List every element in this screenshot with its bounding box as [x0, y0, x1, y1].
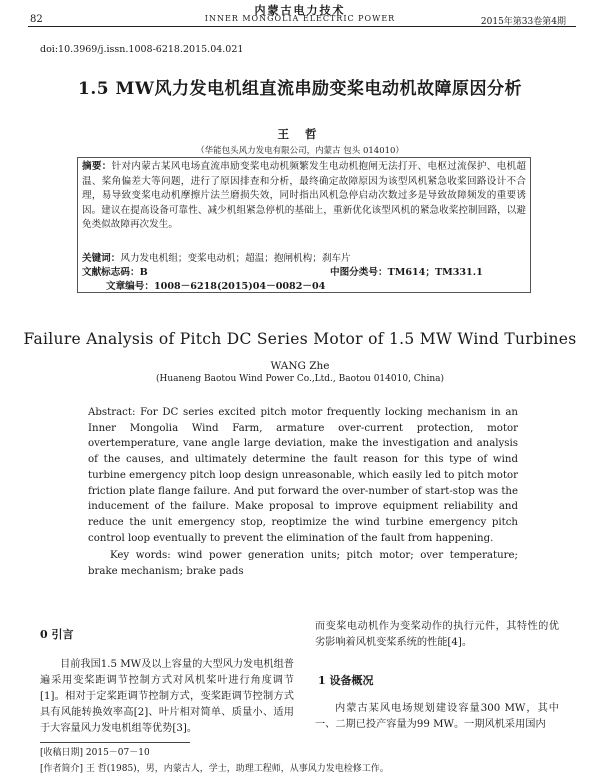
received-value: 2015－07－10 — [85, 748, 150, 758]
keywords-en-text: wind power generation units; pitch motor; over temperature; brake mechanism; brake pads — [88, 550, 518, 577]
keywords-en — [88, 548, 518, 579]
section-heading-introduction: 0 引言 — [40, 628, 74, 641]
doi: doi:10.3969/j.issn.1008-6218.2015.04.021 — [40, 44, 244, 55]
received-date — [40, 745, 150, 758]
clc-value: TM614；TM331.1 — [387, 267, 483, 278]
author-cn: 王 哲 — [277, 127, 323, 141]
received-label: [收稿日期] — [40, 748, 84, 758]
doc-code-label: 文献标志码： — [82, 267, 140, 278]
abstract-cn — [82, 160, 526, 233]
keywords-cn-text: 风力发电机组；变桨电动机；超温；抱闸机构；刹车片 — [120, 253, 351, 264]
abstract-cn-text: 针对内蒙古某风电场直流串励变桨电动机频繁发生电动机抱闸无法打开、电枢过流保护、电机超温、桨角偏差大等问题，进行了原因排查和分析，最终确定故障原因为该型风机紧急收桨回路设计不合理，易导致变桨电动机摩擦片法兰磨损失效，同时指出风机急停启动次数过多是导致故障频发的重要诱因。建议在提高设备可靠性、减少机组紧急停机的基础上，重新优化该型风机的紧急收桨控制回路，以避免类似故障再次发生。 — [82, 161, 527, 231]
keywords-en-label: Key words: — [110, 550, 171, 561]
article-number-label: 文章编号： — [106, 281, 154, 292]
author-bio — [40, 761, 389, 774]
affiliation-en: (Huaneng Baotou Wind Power Co.,Ltd., Baotou 014010, China) — [155, 374, 445, 384]
abstract-cn-label: 摘要： — [82, 161, 112, 172]
section-heading-equipment: 1 设备概况 — [318, 674, 374, 687]
author-en: WANG Zhe — [270, 360, 330, 372]
clc-label: 中图分类号： — [330, 267, 388, 278]
running-header-issue: 2015年第33卷第4期 — [480, 17, 566, 27]
affiliation-cn: （华能包头风力发电有限公司，内蒙古 包头 014010） — [196, 146, 404, 156]
paper-title-cn: 1.5 MW风力发电机组直流串励变桨电动机故障原因分析 — [78, 79, 522, 99]
author-bio-text: 王 哲(1985)，男，内蒙古人，学士，助理工程师，从事风力发电检修工作。 — [85, 764, 389, 774]
running-header-journal-en: INNER MONGOLIA ELECTRIC POWER — [204, 14, 396, 23]
abstract-en-label: Abstract: — [88, 407, 136, 418]
header-rule — [28, 26, 576, 27]
running-header-journal: 内蒙古电力技术 — [254, 4, 346, 17]
keywords-cn-label: 关键词： — [82, 253, 121, 264]
abstract-en-text: For DC series excited pitch motor frequently locking mechanism in an Inner Mongolia Wind Farm, armature over-current protection, motor overtemperature, vane angle large deviation, make the investigation and analysis of the causes, and ultimately determine the fault reason for this type of wind turbine emergency pitch loop design unreasonable, which easily led to pitch motor friction plate flange failure. And put forward the over-number of start-stop was the inducement of the failure. Make proposal to improve equipment reliability and reduce the unit emergency stop, reoptimize the wind turbine emergency pitch control loop eventually to prevent the elimination of the fault from happening. — [88, 407, 518, 544]
author-bio-label: [作者简介] — [40, 764, 84, 774]
abstract-en — [88, 405, 518, 546]
page-number: 82 — [30, 14, 43, 25]
body-paragraph-right-1: 而变桨电动机作为变桨动作的执行元件，其特性的优劣影响着风机变桨系统的性能[4]。 — [315, 621, 559, 648]
keywords-cn — [82, 250, 351, 264]
paper-title-en: Failure Analysis of Pitch DC Series Motor of 1.5 MW Wind Turbines — [23, 330, 577, 348]
doc-code-value: B — [139, 267, 148, 278]
doc-code — [82, 264, 148, 278]
clc-number — [330, 264, 483, 278]
footnote-rule — [40, 742, 190, 743]
article-number — [106, 278, 325, 292]
article-number-value: 1008－6218(2015)04－0082－04 — [153, 281, 326, 292]
body-paragraph-left: 目前我国1.5 MW及以上容量的大型风力发电机组普遍采用变桨距调节控制方式对风机桨叶进行角度调节[1]。相对于定桨距调节控制方式，变桨距调节控制方式具有风能转换效率高[2]、叶片相对简单、质量小、适用于大容量风力发电机组等优势[3]。 — [40, 659, 294, 734]
body-paragraph-right-2: 内蒙古某风电场规划建设容量300 MW，其中一、二期已投产容量为99 MW。一期风机采用国内 — [315, 703, 559, 730]
